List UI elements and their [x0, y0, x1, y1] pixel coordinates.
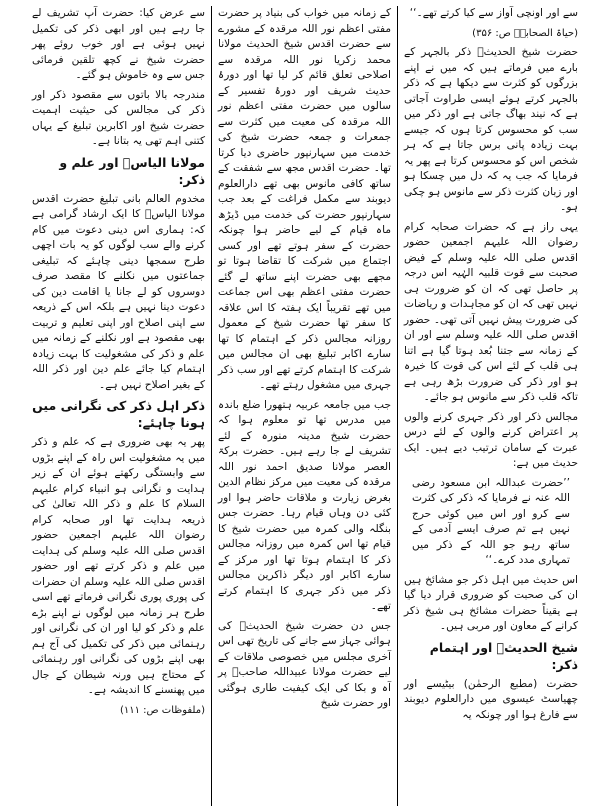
text-columns	[6, 6, 584, 806]
section-heading: شیخ الحدیثؒ اور اہتمام ذکر:	[429, 639, 578, 672]
paragraph: جس دن حضرت شیخ الحدیثؒ کی ہوائی جہاز سے جانے کی تاریخ تھی اس آخری مجلس میں خصوصی ملاقات کے لیے حضرت مولانا عبیداللہ صاحبؒ پر آہ و بکا کی ایک کیفیت طاری ہوگئی اور حضرت شیخ	[218, 619, 391, 709]
paragraph: یہی راز ہے کہ حضرات صحابہ کرام رضوان اللہ علیہم اجمعین حضور اقدس صلی اللہ علیہ وسلم کے فیض صحبت سے قوت قلبیہ الہٰیہ اس درجہ پر حاصل تھی کہ ان کو ضرورت ہی نہیں تھی کہ ان کو مجاہدات و ریاضات کی ضرورت پیش نہیں آتی تھی۔ حضور اقدس صلی اللہ علیہ وسلم سے اور ان کے زمانہ سے جتنا بُعد ہوتا گیا ہے اتنا ہی قلب کے لئے اس کی قوت کا خیرہ ہو اور ذکر کی ضرورت بڑھ رہی ہے تاکہ قلب ذکر سے مانوس ہو جائے۔	[404, 220, 578, 403]
paragraph: مخدوم العالم بانی تبلیغ حضرت اقدس مولانا الیاسؒ کا ایک ارشاد گرامی ہے کہ: ہماری اس دینی دعوت میں کام کرنے والے سب لوگوں کو یہ بات اچھی طرح سمجھا دینی چاہئے کہ تبلیغی جماعتوں میں نکلنے کا مقصد صرف دوسروں کو لے جانا یا اقامت دین کی دعوت دینا نہیں ہے بلکہ اس کے ذریعہ سے اپنی اصلاح اور اپنی تعلیم و تربیت بھی مقصود ہے اور نکلنے کے زمانہ میں علم و ذکر کی مشغولیت کا بہت زیادہ اہتمام کیا جائے علم دین اور ذکر اللہ کے بغیر اصلاح نہیں ہے۔	[32, 192, 205, 391]
column-right	[398, 6, 584, 806]
paragraph: مندرجہ بالا باتوں سے مقصود ذکر اور ذکر کی مجالس کی حیثیت اہمیت حضرت شیخ اور اکابرین تبلیغ کے یہاں کتنی اہم تھی یہ بتانا ہے۔	[32, 88, 205, 147]
hadith-quote: ’’حضرت عبداللہ ابن مسعود رضی اللہ عنہ نے فرمایا کہ ذکر کی کثرت سے کرو اور اس میں کوئی حرج نہیں ہے تم صرف ایسے آدمی کے ساتھ رہو جو اللہ کے ذکر میں تمہاری مدد کرے۔‘‘	[412, 476, 570, 566]
paragraph: حضرت شیخ الحدیثؒ ذکر بالجہر کے بارے میں فرماتے ہیں کہ میں نے اپنے بزرگوں کو کثرت سے دیکھا ہے کہ ذکر بالجہر کرتے ہوئے ایسی طراوت آجاتی ہے کہ نیند بھاگ جاتی ہے اور ذکر میں سب کو محسوس کرتا ہوں کہ جیسے بہت زیادہ پانی برس جاتا ہے کہ ہر شخص اس کو محسوس کرتا ہے پھر یہ فرمایا کہ جب یہ کہ دل میں چسکا ہو اور زبان کثرت ذکر سے مانوس ہو چکی ہو۔	[404, 46, 578, 213]
paragraph: سے اور اونچی آواز سے کیا کرتے تھے۔‘‘	[409, 7, 578, 19]
column-middle	[212, 6, 398, 806]
paragraph: جب میں جامعہ عربیہ ہتھورا ضلع باندہ میں مدرس تھا تو معلوم ہوا کہ حضرت شیخ مدینہ منورہ کے لئے تشریف لے جا رہے ہیں۔ حضرت برکۃ العصر مولانا صدیق احمد نور اللہ مرقدہ کی معیت میں مرکز نظام الدین بغرض زیارت و ملاقات حاضر ہوا اور کئی دن وہاں قیام رہا۔ حضرت جس بنگلہ والی کمرہ میں حضرت شیخ کا قیام تھا اس کمرہ میں روزانہ مجالس ذکر کا اہتمام ہوتا تھا اور مرکز کے سارے اکابر اور دیگر ذاکرین مجالس ذکر میں ذکر جہری کا اہتمام کرتے تھے۔	[218, 398, 391, 612]
paragraph: کے زمانہ میں خواب کی بنیاد پر حضرت مفتی اعظم نور اللہ مرقدہ کے مشورے سے حضرت اقدس شیخ الحدیث مولانا محمد زکریا نور اللہ مرقدہ سے اصلاحی تعلق قائم کر لیا تھا اور دورۂ حدیث شریف اور دورۂ تفسیر کے سالوں میں حضرت مفتی اعظم نور اللہ مرقدہ کی معیت میں کثرت سے جمعرات و جمعہ حضرت شیخ کی خدمت میں سہارنپور حاضری دیا کرتا تھا۔ حضرت اقدس مجھ سے شفقت کے ساتھ کافی مانوس بھی تھے دارالعلوم دیوبند سے مکمل فراغت کے بعد جب سہارنپور حضرت کی خدمت میں ڈیڑھ ماہ قیام کے لیے حاضر ہوا چونکہ حضرت کے سفر ہوتے تھے اور کسی اجتماع میں شرکت کا تقاضا ہوتا تو مجھے بھی حضرت اپنے ساتھ لے گئے حضرت مفتی اعظم بھی اس جماعت میں تھے تقریباً ایک ہفتہ کا اس علاقہ کا سفر تھا حضرت شیخ کے معمول روزانہ مجالس ذکر کے اہتمام کا تھا سارے اکابر تبلیغ بھی ان مجالس میں شرکت کا اہتمام کرتے تھے اور سب ذکر جہری میں مشغول رہتے تھے۔	[218, 7, 391, 391]
paragraph: سے عرض کیا: حضرت آپ تشریف لے جا رہے ہیں اور ابھی ذکر کی تکمیل نہیں ہوئی ہے اور خوب روئے پھر حضرت شیخ نے کچھ تلقین فرمائی جس سے وہ خاموش ہو گئے۔	[32, 7, 205, 81]
paragraph: مجالس ذکر اور ذکر جہری کرنے والوں پر اعتراض کرنے والوں کے لئے درس عبرت کے سامان ترتیب دیے ہیں۔ ایک حدیث میں ہے:	[404, 410, 578, 469]
paragraph: اس حدیث میں اہل ذکر جو مشائخ ہیں ان کی صحبت کو ضروری قرار دیا گیا ہے یقیناً حضرات مشائخ ہی شیخ ذکر کرانے کے معاون اور مربی ہیں۔	[404, 573, 578, 632]
paragraph: پھر یہ بھی ضروری ہے کہ علم و ذکر میں یہ مشغولیت اس راہ کے اپنے بڑوں سے وابستگی رکھتے ہوئے ان کے زیر ہدایت و نگرانی ہو انبیاء کرام علیہم السلام کا علم و ذکر اللہ تعالیٰ کی ذریعہ ہدایت تھا اور صحابہ کرام رضوان اللہ علیہم اجمعین حضور اقدس صلی اللہ علیہ وسلم کی ہدایت میں علم و ذکر کرتے تھے اور حضور اقدس صلی اللہ علیہ وسلم ان حضرات کی پوری پوری نگرانی فرماتے تھے اسی طرح ہر زمانہ میں لوگوں نے اپنے بڑے علم و ذکر کو لیا اور ان کی نگرانی اور رہنمائی میں ذکر کی تکمیل کی آج ہم بھی اپنے بڑوں کی نگرانی اور رہنمائی کے محتاج ہیں ورنہ شیطان کے جال میں پھنسنے کا اندیشہ ہے۔	[32, 436, 205, 696]
paragraph: حضرت (مطبع الرحمٰن) بیٹیسے اور چھیاسٹ عیسوی میں دارالعلوم دیوبند سے فارغ ہوا اور چونکہ یہ	[404, 677, 578, 721]
section-heading: مولانا الیاسؒ اور علم و ذکر:	[59, 154, 205, 187]
citation: (حیاۃ الصحابہؓ ص: ۳۵۶)	[472, 27, 578, 39]
section-heading: ذکر اہل ذکر کی نگرانی میں ہونا چاہئے:	[32, 398, 205, 430]
citation: (ملفوظات ص: ۱۱۱)	[119, 704, 205, 716]
column-left	[26, 6, 212, 806]
